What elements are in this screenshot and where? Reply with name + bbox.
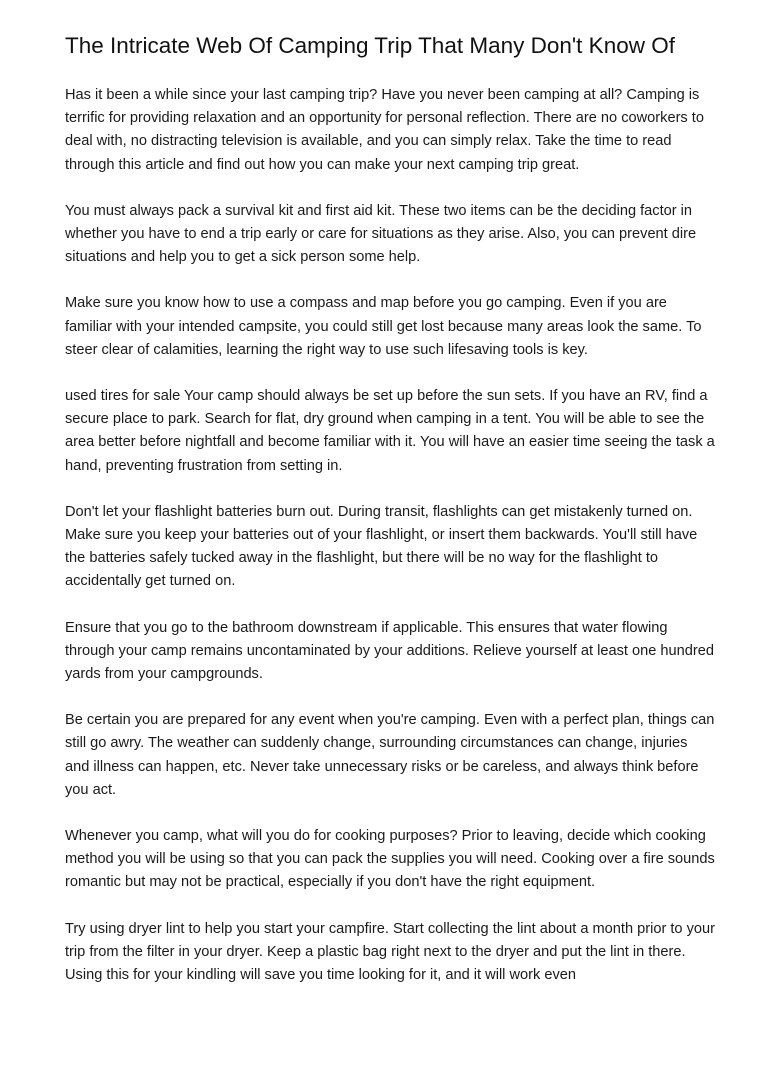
paragraph-cooking: Whenever you camp, what will you do for cooking purposes? Prior to leaving, decide which cooking method you will be using so that you can pack the supplies you will need. Cooking over a fire sounds romantic but may not be practical, especially if you don't have the right equipment. (65, 828, 715, 891)
paragraph-survival-kit: You must always pack a survival kit and first aid kit. These two items can be the deciding factor in whether you have to end a trip early or care for situations as they arise. Also, you can prevent dire situations and help you to get a sick person some help. (65, 202, 697, 266)
paragraph-bathroom: Ensure that you go to the bathroom downstream if applicable. This ensures that water flowing through your camp remains uncontaminated by your additions. Relieve yourself at least one hundred yards from your campgrounds. (65, 619, 714, 683)
paragraph-flashlight: Don't let your flashlight batteries burn out. During transit, flashlights can get mistakenly turned on. Make sure you keep your batteries out of your flashlight, or insert them backwards. You'll still have the batteries safely tucked away in the flashlight, but there will be no way for the flashlight to accidentally get turned on. (65, 503, 698, 590)
paragraph-camp-setup: used tires for sale Your camp should always be set up before the sun sets. If you have an RV, find a secure place to park. Search for flat, dry ground when camping in a tent. You will be able to see the area better before nightfall and become familiar with it. You will have an easier time seeing the task a hand, preventing frustration from setting in. (65, 388, 715, 474)
paragraph-intro: Has it been a while since your last camping trip? Have you never been camping at all? Camping is terrific for providing relaxation and an opportunity for personal reflection. There are no coworkers to deal with, no distracting television is available, and you can simply relax. Take the time to read through this article and find out how you can make your next camping trip great. (65, 87, 704, 173)
paragraph-prepared: Be certain you are prepared for any event when you're camping. Even with a perfect plan, things can still go awry. The weather can suddenly change, surrounding circumstances can change, injuries and illness can happen, etc. Never take unnecessary risks or be careless, and always think before you act. (65, 712, 715, 798)
document-page (65, 28, 715, 1010)
paragraph-compass-map: Make sure you know how to use a compass and map before you go camping. Even if you are familiar with your intended campsite, you could still get lost because many areas look the same. To steer clear of calamities, learning the right way to use such lifesaving tools is key. (65, 295, 702, 358)
page-title: The Intricate Web Of Camping Trip That Many Don't Know Of (65, 33, 675, 58)
paragraph-dryer-lint: Try using dryer lint to help you start your campfire. Start collecting the lint about a month prior to your trip from the filter in your dryer. Keep a plastic bag right next to the dryer and put the lint in there. Using this for your kindling will save you time looking for it, and it will work even (65, 920, 715, 984)
